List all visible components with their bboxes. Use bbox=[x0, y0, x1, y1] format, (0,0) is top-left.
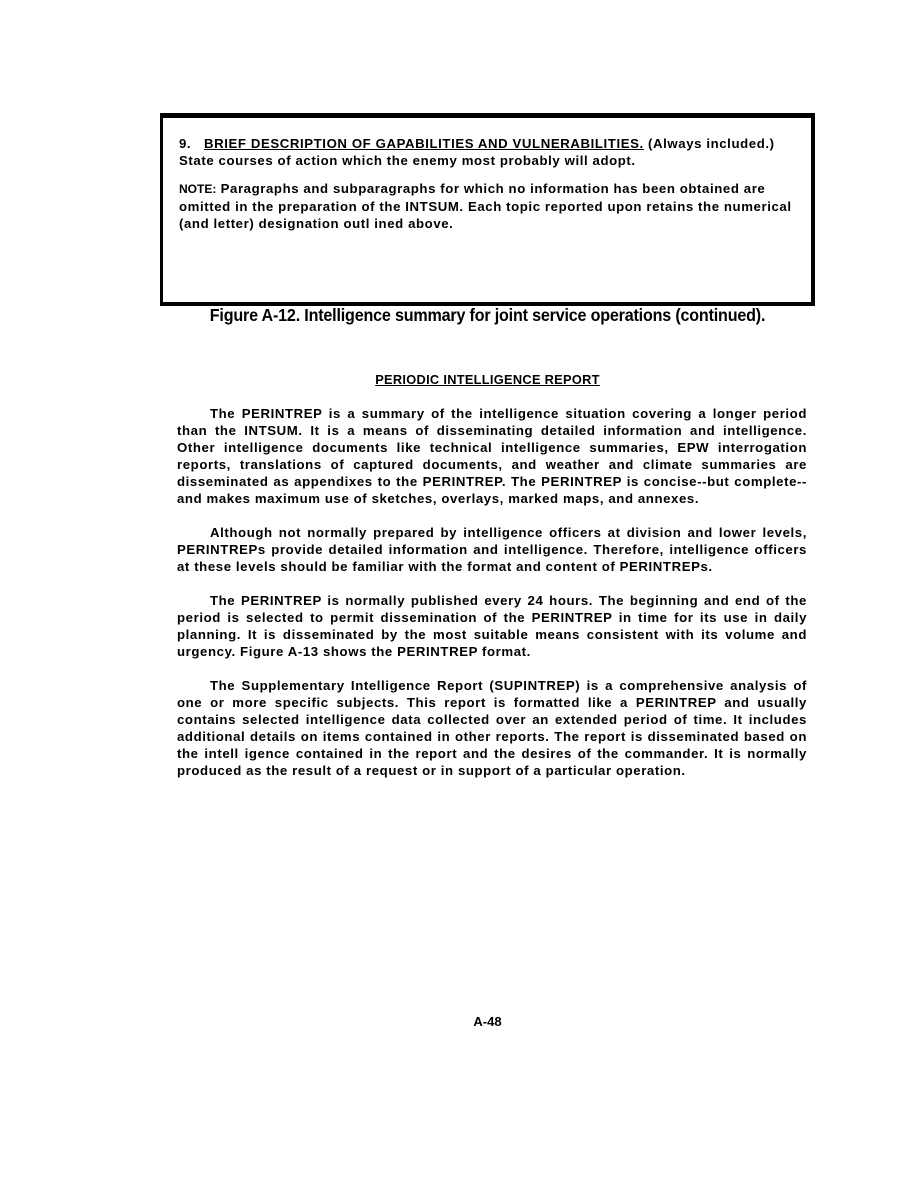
item-heading: BRIEF DESCRIPTION OF GAPABILITIES AND VULNERABILITIES. bbox=[204, 136, 644, 151]
paragraph: Although not normally prepared by intelligence officers at division and lower levels, PERINTREPs provide detailed information and intelligence. Therefore, intelligence officers at these levels should be familiar with the format and content of PERINTREPs. bbox=[177, 525, 807, 574]
figure-box-content bbox=[179, 135, 799, 243]
body-text bbox=[177, 405, 807, 796]
section-title: PERIODIC INTELLIGENCE REPORT bbox=[375, 372, 600, 387]
paragraph: The PERINTREP is a summary of the intelligence situation covering a longer period than the INTSUM. It is a means of disseminating detailed information and intelligence. Other intelligence documents like technical intelligence summaries, EPW interrogation reports, translations of captured documents, and weather and climate summaries are disseminated as appendixes to the PERINTREP. The PERINTREP is concise--but complete--and makes maximum use of sketches, overlays, marked maps, and annexes. bbox=[177, 406, 807, 506]
paragraph: The PERINTREP is normally published every 24 hours. The beginning and end of the period is selected to permit dissemination of the PERINTREP in time for its use in daily planning. It is disseminated by the most suitable means consistent with its volume and urgency. Figure A-13 shows the PERINTREP format. bbox=[177, 593, 807, 659]
item-9-paragraph bbox=[179, 135, 799, 169]
item-number: 9. bbox=[179, 136, 192, 151]
paragraph: The Supplementary Intelligence Report (SUPINTREP) is a comprehensive analysis of one or more specific subjects. This report is formatted like a PERINTREP and usually contains selected intelligence data collected over an extended period of time. It includes additional details on items contained in other reports. The report is disseminated based on the intell igence contained in the report and the desires of the commander. It is normally produced as the result of a request or in support of a particular operation. bbox=[177, 678, 807, 778]
note-text: Paragraphs and subparagraphs for which no information has been obtained are omitted in the preparation of the INTSUM. Each topic reported upon retains the numerical (and letter) designation outl ined above. bbox=[179, 181, 792, 231]
page-number: A-48 bbox=[473, 1014, 502, 1029]
item-text: (Always included.) State courses of action which the enemy most probably will adopt. bbox=[179, 136, 775, 168]
figure-caption: Figure A-12. Intelligence summary for joint service operations (continued). bbox=[209, 305, 766, 325]
figure-box bbox=[160, 113, 815, 306]
note-label: NOTE: bbox=[179, 182, 217, 196]
note-paragraph bbox=[179, 180, 799, 232]
